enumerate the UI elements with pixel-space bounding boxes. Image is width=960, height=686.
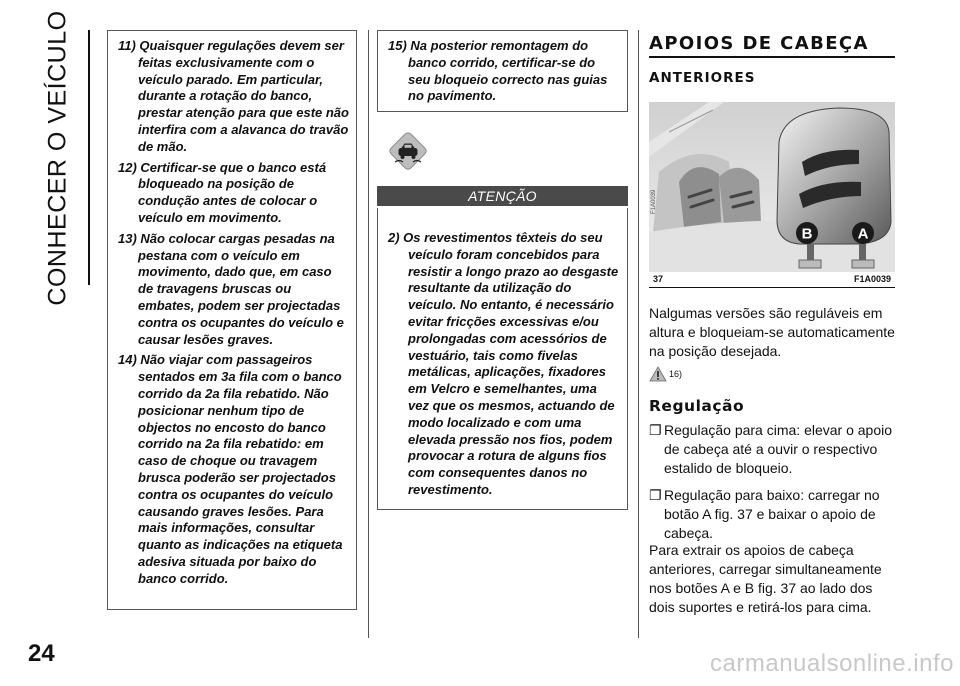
warning-header-bar: ATENÇÃO xyxy=(377,186,628,206)
figure-rule xyxy=(649,287,895,288)
warning-triangle-icon xyxy=(649,366,667,382)
svg-text:B: B xyxy=(801,225,813,243)
figure-number: 37 xyxy=(653,274,664,284)
label-b-marker xyxy=(796,222,818,244)
note-number: 16) xyxy=(669,369,683,379)
regulation-title: Regulação xyxy=(649,397,745,415)
section-side-title xyxy=(28,9,88,306)
warning-item-13: 13) Não colocar cargas pesadas na pestana com o veículo em movimento, dado que, em caso de travagens bruscas ou embates, podem ser projectadas contra os ocupantes do veículo e causar lesões graves. xyxy=(118,230,344,347)
warning-item-12: 12) Certificar-se que o banco está bloqueado na posição de condução antes de colocar o veículo em movimento. xyxy=(118,159,327,225)
checkbox-bullet-icon: ❐ xyxy=(649,487,662,503)
checkbox-bullet-icon: ❐ xyxy=(649,422,662,438)
road-hazard-warning-icon xyxy=(385,128,431,174)
side-title-rule xyxy=(88,30,90,285)
figure-code: F1A0039 xyxy=(853,274,891,284)
warnings-list-left xyxy=(108,31,356,588)
warnings-list-middle xyxy=(378,31,627,105)
column-divider-2 xyxy=(638,30,639,638)
regulation-list xyxy=(649,421,899,551)
regulation-item-down xyxy=(649,486,899,543)
warning-item-11: 11) Quaisquer regulações devem ser feitas exclusivamente com o veículo parado. Em particular, durante a rotação do banco, prestar atenção para que este não interfira com a alavanca do travão de mão. xyxy=(118,38,349,154)
section-side-title-text: CONHECER O VEÍCULO xyxy=(43,9,72,306)
removal-paragraph: Para extrair os apoios de cabeça anteriores, carregar simultaneamente nos botões A e B fig. 37 ao lado dos dois suportes e retirá-los para cima. xyxy=(649,542,882,615)
attention-item-2: 2) Os revestimentos têxteis do seu veículo foram concebidos para resistir a longo prazo ao desgaste resultante da utilização do veículo. No entanto, é necessário evitar fricções excessivas e/ou prolongadas com acessórios de vestuário, tais como fivelas metálicas, aplicações, fixadores em Velcro e semelhantes, uma vez que os mesmos, actuando de modo localizado e com uma elevada pressão nos fios, podem provocar a rotura de alguns fios com consequentes danos no revestimento. xyxy=(388,230,619,497)
intro-paragraph: Nalgumas versões são reguláveis em altura e bloqueiam-se automaticamente na posição desejada. xyxy=(649,305,895,359)
attention-list xyxy=(378,208,627,499)
regulation-item-up-text: Regulação para cima: elevar o apoio de cabeça até a ouvir o respectivo estalido de bloqueio. xyxy=(664,422,893,476)
svg-text:A: A xyxy=(857,225,869,243)
headrest-figure xyxy=(649,102,895,272)
warning-item-15: 15) Na posterior remontagem do banco corrido, certificar-se do seu bloqueio correcto nas guias no pavimento. xyxy=(388,38,608,104)
regulation-item-up xyxy=(649,421,899,478)
watermark: carmanualsonline.info xyxy=(710,650,954,677)
warning-item-14: 14) Não viajar com passageiros sentados em 3a fila com o banco corrido da 2a fila rebatido. Não posicionar nenhum tipo de objectos no encosto do banco corrido na 2a fila rebatido: em caso de choque ou travagem brusca poderão ser projectados contra os ocupantes do veículo causando graves lesões. Para mais informações, consultar quanto as indicações na etiqueta adesiva situada por baixo do banco corrido. xyxy=(118,352,343,586)
figure-side-code: F1A0039 xyxy=(651,189,657,214)
label-a-marker xyxy=(852,222,874,244)
warnings-box-left xyxy=(107,30,357,610)
column-divider-1 xyxy=(368,30,369,638)
subsection-title: ANTERIORES xyxy=(649,70,756,86)
headrest-illustration xyxy=(649,102,895,272)
attention-box xyxy=(377,208,628,510)
regulation-item-down-text: Regulação para baixo: carregar no botão A fig. 37 e baixar o apoio de cabeça. xyxy=(664,487,880,541)
section-title: APOIOS DE CABEÇA xyxy=(649,33,869,54)
warning-note-ref xyxy=(649,364,709,386)
section-title-rule xyxy=(649,56,895,58)
warnings-box-middle xyxy=(377,30,628,112)
figure-caption xyxy=(649,274,895,288)
page-number: 24 xyxy=(28,640,55,667)
